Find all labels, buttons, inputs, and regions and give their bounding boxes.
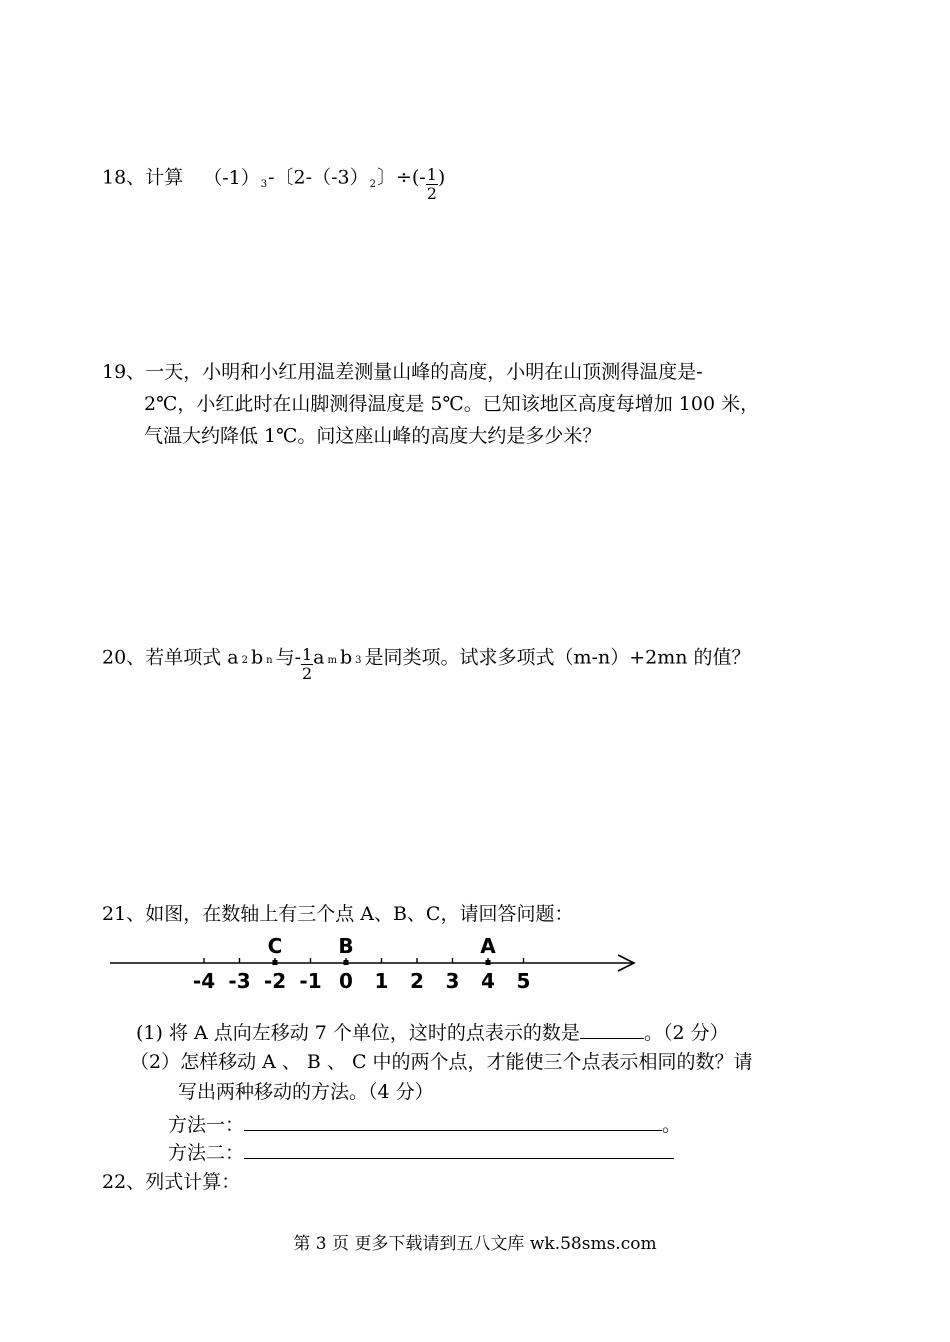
tick-label: -3 xyxy=(228,969,251,993)
fraction-numerator: 1 xyxy=(301,645,313,664)
tick-label: 2 xyxy=(410,969,424,993)
point-marker xyxy=(344,960,349,965)
question-22 xyxy=(102,1170,240,1194)
expression-part: -〔2-（-3） xyxy=(268,166,369,189)
tick-label: -2 xyxy=(263,969,287,993)
exponent: m xyxy=(327,654,337,666)
tick-label: 3 xyxy=(445,969,460,993)
fraction xyxy=(301,646,313,683)
fraction-denominator: 2 xyxy=(301,664,313,683)
answer-blank[interactable] xyxy=(580,1020,644,1039)
exponent: 3 xyxy=(355,654,362,666)
question-19-line-2: 2℃，小红此时在山脚测得温度是 5℃。已知该地区高度每增加 100 米， xyxy=(144,393,760,415)
question-label: 列式计算： xyxy=(145,1171,241,1193)
question-text: b xyxy=(339,646,353,669)
expression-part: ) xyxy=(437,166,446,189)
question-number: 18、 xyxy=(102,166,146,189)
point-label: A xyxy=(480,934,496,958)
method-1-label: 方法一： xyxy=(168,1114,245,1136)
point-marker xyxy=(273,960,278,965)
question-number: 20、 xyxy=(102,646,146,669)
point-label: C xyxy=(267,934,283,958)
question-text: 如图，在数轴上有三个点 A、B、C，请回答问题： xyxy=(145,903,574,925)
question-21-part-2-line-1: （2）怎样移动 A 、 B 、 C 中的两个点，才能使三个点表示相同的数？请 xyxy=(130,1051,753,1073)
question-text: 。（2 分） xyxy=(643,1022,729,1044)
question-19-line-1 xyxy=(102,360,703,384)
method-1-row xyxy=(168,1112,681,1137)
method-1-end: 。 xyxy=(662,1114,682,1136)
question-text: a xyxy=(313,646,325,669)
question-21-part-2-line-2: 写出两种移动的方法。（4 分） xyxy=(178,1081,434,1103)
method-2-label: 方法二： xyxy=(168,1142,245,1164)
question-18 xyxy=(102,160,446,203)
expression-part: 〕÷(- xyxy=(376,166,426,189)
method-2-blank[interactable] xyxy=(244,1140,674,1159)
question-20 xyxy=(102,640,751,683)
exponent: 2 xyxy=(241,654,248,666)
question-number: 19、 xyxy=(102,361,146,383)
question-text: 若单项式 a xyxy=(145,646,239,669)
exponent: n xyxy=(266,654,273,666)
question-21-part-1 xyxy=(136,1020,729,1045)
expression-part: （-1） xyxy=(203,166,260,189)
question-19-line-3: 气温大约降低 1℃。问这座山峰的高度大约是多少米？ xyxy=(144,425,602,447)
page-footer: 第 3 页 更多下载请到五八文库 wk.58sms.com xyxy=(293,1234,657,1254)
number-line-figure xyxy=(100,930,660,1000)
question-text: 是同类项。试求多项式（m-n）+2mn 的值？ xyxy=(364,646,751,669)
question-number: 21、 xyxy=(102,903,146,925)
tick-label: 1 xyxy=(374,969,389,993)
tick-label: 0 xyxy=(339,969,353,993)
tick-labels xyxy=(193,969,531,993)
question-label: 计算 xyxy=(145,166,184,189)
exponent: 2 xyxy=(369,178,376,190)
question-21-intro xyxy=(102,902,573,926)
tick-label: 5 xyxy=(516,969,531,993)
fraction-numerator: 1 xyxy=(426,165,437,184)
fraction-denominator: 2 xyxy=(426,184,437,203)
point-label: B xyxy=(338,934,354,958)
question-text: (1) 将 A 点向左移动 7 个单位，这时的点表示的数是 xyxy=(136,1022,580,1044)
tick-label: -4 xyxy=(192,969,216,993)
point-marker xyxy=(486,960,491,965)
question-text: 一天，小明和小红用温差测量山峰的高度，小明在山顶测得温度是- xyxy=(145,361,703,383)
tick-label: -1 xyxy=(299,969,322,993)
question-number: 22、 xyxy=(102,1171,146,1193)
method-1-blank[interactable] xyxy=(244,1112,662,1131)
question-text: b xyxy=(250,646,264,669)
exponent: 3 xyxy=(260,178,268,190)
fraction xyxy=(426,166,438,203)
method-2-row xyxy=(168,1140,674,1165)
tick-label: 4 xyxy=(481,969,495,993)
question-text: 与- xyxy=(275,646,301,669)
